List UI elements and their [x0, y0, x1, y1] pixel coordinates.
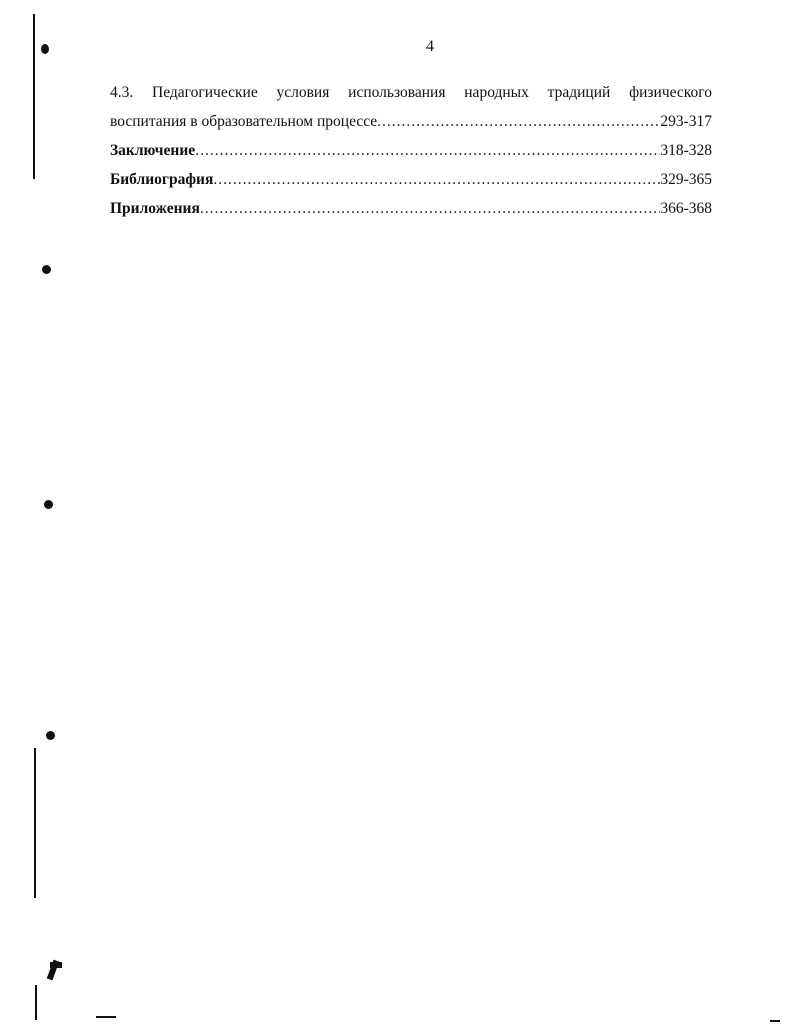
scan-edge-line-bottom-2: [35, 985, 37, 1020]
toc-entry-title: воспитания в образовательном процессе: [110, 113, 378, 130]
toc-entry-bibliography: [110, 165, 712, 194]
toc-entry-pages: 329-365: [660, 171, 712, 188]
binder-hole-mark: [44, 500, 53, 509]
page-number: 4: [426, 38, 434, 55]
toc-entry-appendices: [110, 194, 712, 223]
toc-leader-dots: [200, 194, 660, 223]
scan-edge-line-horizontal: [770, 1020, 780, 1022]
toc-entry-pages: 318-328: [660, 142, 712, 159]
toc-entry-4-3-line-1: [110, 78, 712, 107]
toc-entry-4-3-line-2: [110, 107, 712, 136]
toc-leader-dots: [377, 107, 660, 136]
toc-entry-pages: 366-368: [660, 200, 712, 217]
toc-entry-title: 4.3. Педагогические условия использования народных традиций физического: [110, 84, 712, 101]
table-of-contents: [110, 78, 712, 223]
binder-hole-mark: [42, 265, 51, 274]
binder-hole-mark: [46, 731, 55, 740]
scan-edge-line-horizontal: [96, 1016, 116, 1018]
scan-mark: [50, 962, 62, 968]
toc-entry-title: Приложения: [110, 200, 200, 217]
toc-entry-title: Библиография: [110, 171, 214, 188]
scan-edge-line-bottom: [34, 748, 36, 898]
toc-entry-title: Заключение: [110, 142, 196, 159]
toc-leader-dots: [213, 165, 660, 194]
toc-entry-pages: 293-317: [660, 113, 712, 130]
toc-entry-conclusion: [110, 136, 712, 165]
toc-leader-dots: [195, 136, 660, 165]
